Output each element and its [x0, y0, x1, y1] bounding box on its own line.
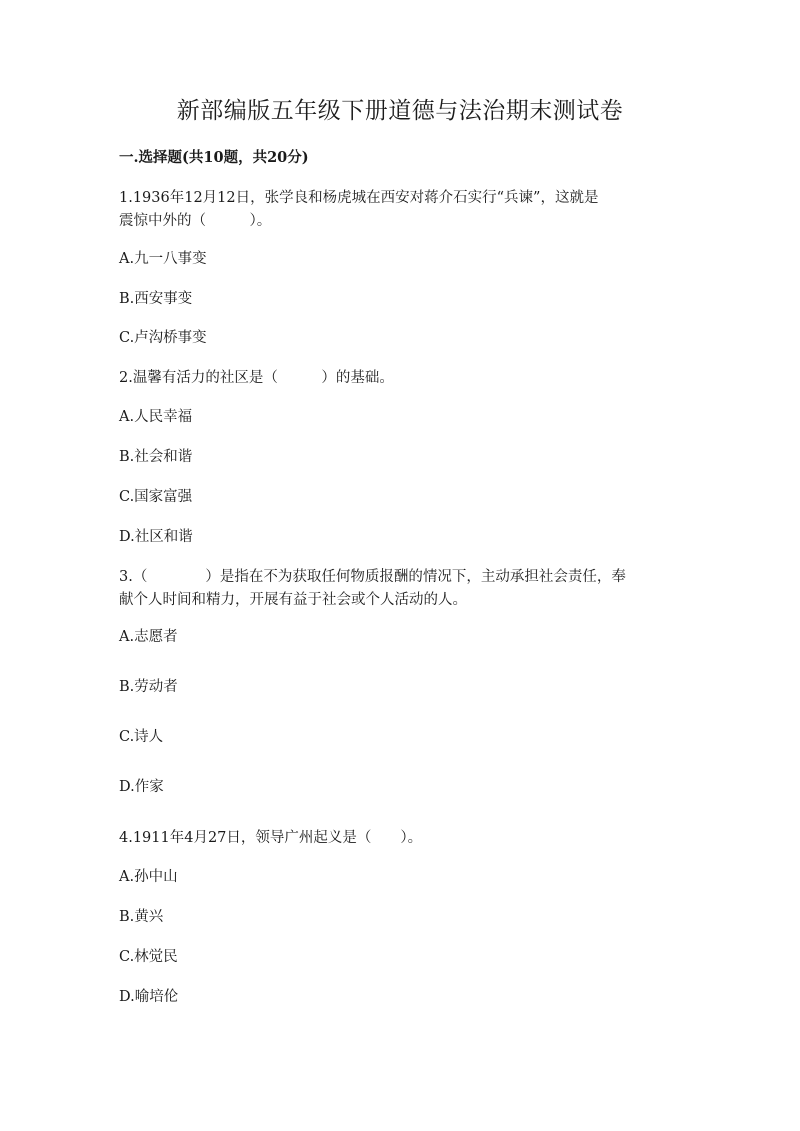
- question-2-option-a: A.人民幸福: [119, 409, 193, 425]
- question-1-stem-line-1: 1.1936年12月12日，张学良和杨虎城在西安对蒋介石实行“兵谏”，这就是: [119, 190, 599, 206]
- question-3-option-a: A.志愿者: [119, 629, 178, 645]
- question-3-option-c: C.诗人: [119, 729, 164, 745]
- question-4-option-c: C.林觉民: [119, 949, 178, 965]
- question-2-option-c: C.国家富强: [119, 489, 193, 505]
- question-1-option-a: A.九一八事变: [119, 251, 207, 267]
- question-4-option-b: B.黄兴: [119, 909, 164, 925]
- question-4-option-d: D.喻培伦: [119, 989, 179, 1005]
- question-3-stem-line-2: 献个人时间和精力，开展有益于社会或个人活动的人。: [119, 592, 467, 608]
- question-2-option-d: D.社区和谐: [119, 529, 193, 545]
- page-title: 新部编版五年级下册道德与法治期末测试卷: [176, 98, 624, 124]
- question-1-option-c: C.卢沟桥事变: [119, 330, 207, 346]
- question-3-option-d: D.作家: [119, 779, 164, 795]
- question-1-stem-line-2: 震惊中外的（ ）。: [119, 213, 272, 229]
- section-heading: 一.选择题(共10题，共20分): [119, 149, 309, 166]
- question-2-option-b: B.社会和谐: [119, 449, 193, 465]
- question-4-stem-line-1: 4.1911年4月27日，领导广州起义是（ ）。: [119, 830, 423, 846]
- question-2-stem-line-1: 2.温馨有活力的社区是（ ）的基础。: [119, 370, 394, 386]
- question-3-stem-line-1: 3.（ ）是指在不为获取任何物质报酬的情况下，主动承担社会责任，奉: [119, 569, 626, 585]
- question-1-option-b: B.西安事变: [119, 291, 193, 307]
- question-3-option-b: B.劳动者: [119, 679, 178, 695]
- question-4-option-a: A.孙中山: [119, 869, 178, 885]
